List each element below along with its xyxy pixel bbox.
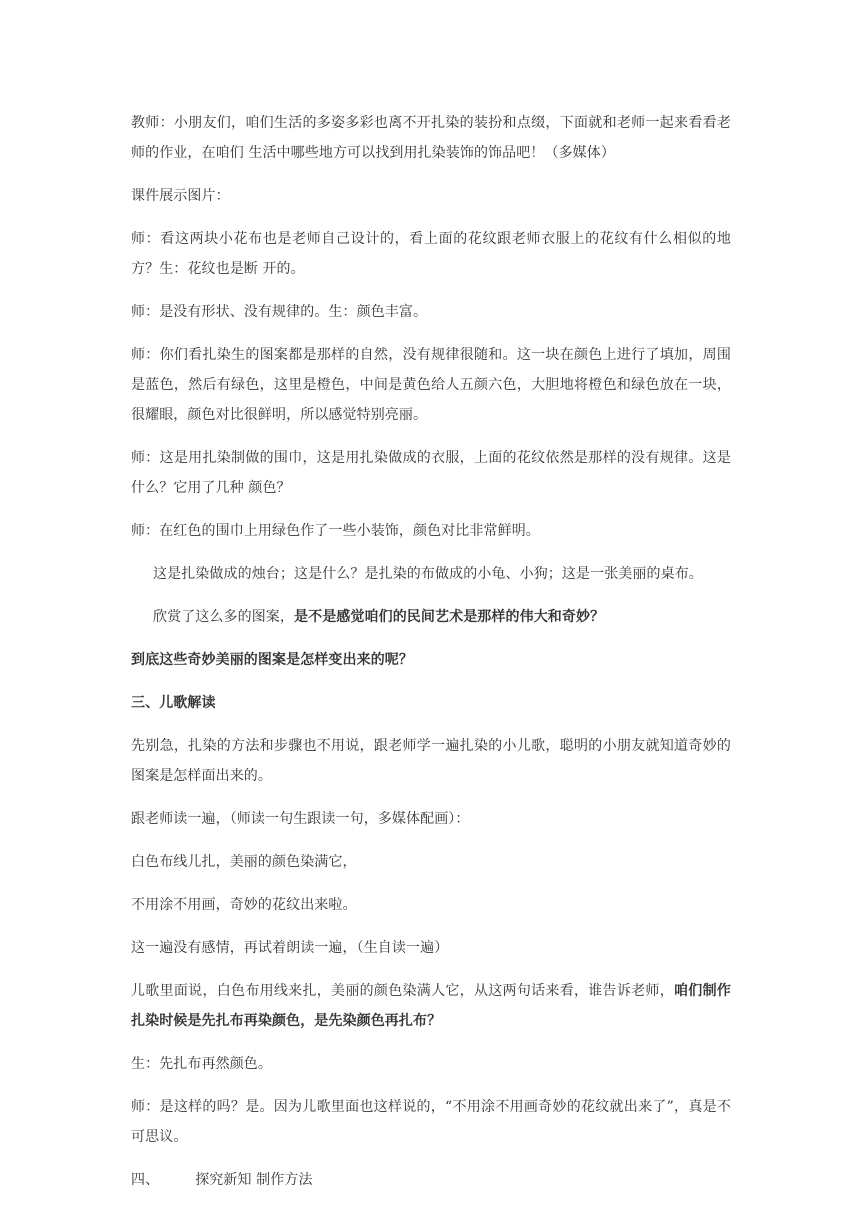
- paragraph-student-answer: 生：先扎布再然颜色。: [131, 1056, 272, 1072]
- paragraph-no-shape: 师：是没有形状、没有规律的。生：颜色丰富。: [131, 304, 428, 320]
- paragraph-read-along: 跟老师读一遍，（师读一句生跟读一句，多媒体配画）：: [131, 811, 470, 827]
- rhyme-line-2: 不用涂不用画，奇妙的花纹出来啦。: [131, 897, 357, 913]
- paragraph-rhyme-intro: 先别急，扎染的方法和步骤也不用说，跟老师学一遍扎染的小儿歌，聪明的小朋友就知道奇妙的图案是怎样面出来的。: [131, 738, 731, 784]
- paragraph-rhyme-question: [131, 976, 731, 1036]
- paragraph-reread: 这一遍没有感情，再试着朗读一遍，（生自读一遍）: [131, 940, 449, 956]
- document-page: [131, 108, 731, 1208]
- paragraph-teacher-confirm: 师：是这样的吗？是。因为儿歌里面也这样说的，“不用涂不用画奇妙的花纹就出来了”，真是不可思议。: [131, 1099, 731, 1145]
- paragraph-red-scarf: 师：在红色的围巾上用绿色作了一些小装饰，颜色对比非常鲜明。: [131, 523, 540, 539]
- paragraph-natural-pattern: 师：你们看扎染生的图案都是那样的自然，没有规律很随和。这一块在颜色上进行了填加，周围是蓝色，然后有绿色，这里是橙色，中间是黄色给人五颜六色，大胆地将橙色和绿色放在一块，很耀眼，颜色对比很鲜明，所以感觉特别亮丽。: [131, 347, 731, 423]
- paragraph-scarf: 师：这是用扎染制做的围巾，这是用扎染做成的衣服，上面的花纹依然是那样的没有规律。这是什么？它用了几种 颜色？: [131, 450, 731, 496]
- section-title: 探究新知 制作方法: [195, 1172, 313, 1188]
- paragraph-cloth-pattern: 师：看这两块小花布也是老师自己设计的，看上面的花纹跟老师衣服上的花纹有什么相似的地方？生：花纹也是断 开的。: [131, 231, 731, 277]
- paragraph-teacher-intro: 教师：小朋友们，咱们生活的多姿多彩也离不开扎染的装扮和点缀，下面就和老师一起来看看老师的作业，在咱们 生活中哪些地方可以找到用扎染装饰的饰品吧！（多媒体）: [131, 115, 731, 161]
- rhyme-question-text: 儿歌里面说，白色布用线来扎，美丽的颜色染满人它，从这两句话来看，谁告诉老师，: [131, 983, 675, 999]
- section-heading-explore: [131, 1165, 731, 1195]
- section-heading-rhyme: 三、儿歌解读: [131, 695, 216, 711]
- paragraph-candle-holder: 这是扎染做成的烛台；这是什么？是扎染的布做成的小龟、小狗；这是一张美丽的桌布。: [153, 566, 703, 582]
- rhyme-line-1: 白色布线儿扎，美丽的颜色染满它，: [131, 854, 357, 870]
- appreciation-text: 欣赏了这么多的图案，: [153, 609, 294, 625]
- appreciation-question: 是不是感觉咱们的民间艺术是那样的伟大和奇妙？: [294, 609, 605, 625]
- paragraph-how-question: 到底这些奇妙美丽的图案是怎样变出来的呢？: [131, 652, 413, 668]
- rhyme-question-bold: 咱们制作扎染时候是先扎布再染颜色，是先染颜色再扎布？: [131, 983, 731, 1029]
- paragraph-appreciation: [131, 602, 731, 632]
- paragraph-courseware: 课件展示图片：: [131, 188, 230, 204]
- section-number: 四、: [131, 1172, 160, 1188]
